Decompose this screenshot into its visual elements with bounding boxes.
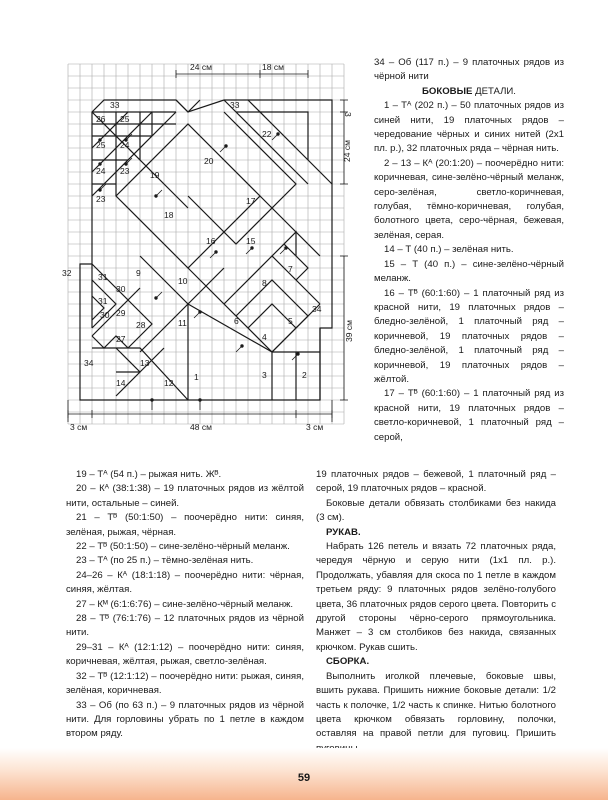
direction-arrow-head (199, 399, 202, 402)
part-number-label: 29 (116, 308, 126, 318)
part-number-label: 16 (206, 236, 216, 246)
direction-arrow-head (155, 195, 158, 198)
dim-bottom-3-left: 3 см (70, 422, 88, 432)
paragraph: 33 – Об (по 63 п.) – 9 платочных рядов из чёрной нити. Для горловины убрать по 1 петле в каждом втором ряду. (66, 699, 304, 740)
part-number-label: 14 (116, 378, 126, 388)
direction-arrow-head (125, 163, 128, 166)
part-number-label: 34 (84, 358, 94, 368)
paragraph: 32 – Тᴮ (12:1:12) – поочерёдно нити: рыжая, синяя, зелёная, коричневая. (66, 670, 304, 697)
direction-arrow-head (215, 251, 218, 254)
part-number-label: 33 (230, 100, 240, 110)
paragraph: 23 – Тᴬ (по 25 п.) – тёмно-зелёная нить. (76, 555, 254, 567)
paragraph: 1 – Тᴬ (202 п.) – 50 платочных рядов из синей нити, 19 платочных рядов – чередование чёрных и синих нитей (2х1 пл. р.), 32 платочных ряда – чёрная нить. (374, 100, 564, 155)
part-number-label: 25 (120, 114, 130, 124)
page-number: 59 (297, 772, 311, 784)
part-number-label: 30 (100, 310, 110, 320)
part-number-label: 4 (262, 332, 267, 342)
part-number-label: 8 (262, 278, 267, 288)
knitting-schematic (40, 40, 360, 450)
section-heading-sleeve: РУКАВ. (326, 526, 361, 538)
direction-arrow-head (285, 247, 288, 250)
dim-top-18: 18 см (262, 62, 284, 72)
direction-arrow-head (225, 145, 228, 148)
part-number-label: 30 (116, 284, 126, 294)
section-heading-assembly: СБОРКА. (326, 656, 370, 668)
section-heading-side-parts: БОКОВЫЕ ДЕТАЛИ. (422, 85, 516, 97)
part-number-label: 24 (96, 166, 106, 176)
part-number-label: 12 (164, 378, 174, 388)
dim-top-24: 24 см (190, 62, 212, 72)
paragraph: 17 – Тᴮ (60:1:60) – 1 платочный ряд из красной нити, 19 платочных рядов – светло-коричневой, 1 платочный ряд – серой, (374, 388, 564, 443)
part-number-label: 18 (164, 210, 174, 220)
paragraph: 2 – 13 – Кᴬ (20:1:20) – поочерёдно нити: коричневая, сине-зелёно-чёрный меланж, серо-зелёная, светло-коричневая, голубая, тёмно-коричневая, голубая, болотного цвета, серо-чёрная, бежевая, зелёная, серая. (374, 157, 564, 241)
paragraph: 16 – Тᴮ (60:1:60) – 1 платочный ряд из красной нити, 19 платочных рядов – бледно-зелёной, 1 платочный ряд – коричневой, 19 платочных рядов – бледно-зелёной, 1 платочный ряд – коричневой, 19 платочных рядов – жёлтой. (374, 287, 564, 385)
part-number-label: 33 (110, 100, 120, 110)
part-number-label: 27 (116, 334, 126, 344)
part-number-label: 24 (120, 140, 130, 150)
paragraph: 28 – Тᴮ (76:1:76) – 12 платочных рядов из чёрной нити. (66, 613, 304, 639)
part-number-label: 5 (288, 316, 293, 326)
part-number-label: 9 (136, 268, 141, 278)
part-number-label: 11 (178, 318, 187, 328)
direction-arrow-head (251, 247, 254, 250)
part-number-label: 15 (246, 236, 256, 246)
direction-arrow-head (99, 163, 102, 166)
part-number-label: 23 (96, 194, 106, 204)
paragraph: 22 – Тᴮ (50:1:50) – сине-зелёно-чёрный меланж. (76, 541, 290, 553)
part-number-label: 7 (288, 264, 293, 274)
part-number-label: 26 (96, 114, 106, 124)
part-number-label: 13 (140, 358, 150, 368)
direction-arrow-head (99, 189, 102, 192)
dim-right-24: 24 см (342, 140, 352, 162)
part-number-label: 17 (246, 196, 256, 206)
dim-bottom-3-right: 3 см (306, 422, 324, 432)
bottom-left-text-column (66, 468, 304, 742)
dim-right-39: 39 см (344, 320, 354, 342)
part-number-label: 10 (178, 276, 188, 286)
paragraph: 34 – Об (117 п.) – 9 платочных рядов из чёрной нити (374, 57, 564, 83)
part-number-label: 31 (98, 272, 108, 282)
paragraph: 27 – Кᴹ (6:1:6:76) – сине-зелёно-чёрный меланж. (76, 598, 294, 610)
bottom-right-text-column (316, 468, 556, 756)
right-text-column (374, 56, 564, 445)
paragraph: Набрать 126 петель и вязать 72 платочных ряда, чередуя чёрную и серую нити (1х1 пл. р.). Продолжать, убавляя для скоса по 1 петле в каждом третьем ряду: 9 платочных рядов зелёно-голубого цвета, 36 платочных рядов серого цвета. Повторить с другой стороны чёрно-серого прямоугольника. Манжет – 3 см столбиков без накида, связанных крючком. Рукав сшить. (316, 541, 556, 653)
part-number-label: 34 (312, 304, 322, 314)
dim-bottom-48: 48 см (190, 422, 212, 432)
paragraph: Боковые детали обвязать столбиками без накида (3 см). (316, 497, 556, 524)
direction-arrow-head (199, 311, 202, 314)
paragraph: 15 – Т (40 п.) – сине-зелёно-чёрный меланж. (374, 258, 564, 285)
paragraph: 29–31 – Кᴬ (12:1:12) – поочерёдно нити: синяя, коричневая, жёлтая, рыжая, светло-зелёная. (66, 641, 304, 668)
direction-arrow-head (277, 133, 280, 136)
part-number-label: 6 (234, 316, 239, 326)
part-number-label: 3 (262, 370, 267, 380)
part-number-label: 2 (302, 370, 307, 380)
direction-arrow-head (297, 353, 300, 356)
direction-arrow-head (155, 297, 158, 300)
part-number-label: 22 (262, 129, 272, 139)
paragraph: Выполнить иголкой плечевые, боковые швы, вшить рукава. Пришить нижние боковые детали: 1/2 часть к полочке, 1/2 часть к спинке. Нитью болотного цвета крючком обвязать горловину, полочки, оставляя на правой петли для пуговиц. Пришить (316, 670, 556, 740)
part-number-label: 28 (136, 320, 146, 330)
paragraph: 14 – Т (40 п.) – зелёная нить. (384, 244, 514, 256)
paragraph: 19 – Тᴬ (54 п.) – рыжая нить. Жᴮ. (76, 469, 222, 480)
paragraph: 24–26 – Кᴬ (18:1:18) – поочерёдно нити: чёрная, синяя, жёлтая. (66, 569, 304, 596)
part-number-label: 19 (150, 170, 160, 180)
paragraph: 20 – Кᴬ (38:1:38) – 19 платочных рядов из жёлтой нити, остальные – синей. (66, 483, 304, 509)
dim-right-3: 3 (343, 112, 353, 117)
paragraph: 19 платочных рядов – бежевой, 1 платочный ряд – серой, 19 платочных рядов – красной. (316, 469, 556, 495)
part-number-label: 1 (194, 372, 199, 382)
part-number-label: 31 (98, 296, 108, 306)
paragraph: 21 – Тᴮ (50:1:50) – поочерёдно нити: синяя, зелёная, рыжая, чёрная. (66, 512, 304, 538)
part-number-label: 23 (120, 166, 130, 176)
direction-arrow-head (151, 399, 154, 402)
part-number-label: 25 (96, 140, 106, 150)
part-number-label: 20 (204, 156, 214, 166)
schematic-outline (80, 100, 332, 400)
direction-arrow-head (241, 345, 244, 348)
part-number-label: 32 (62, 268, 72, 278)
